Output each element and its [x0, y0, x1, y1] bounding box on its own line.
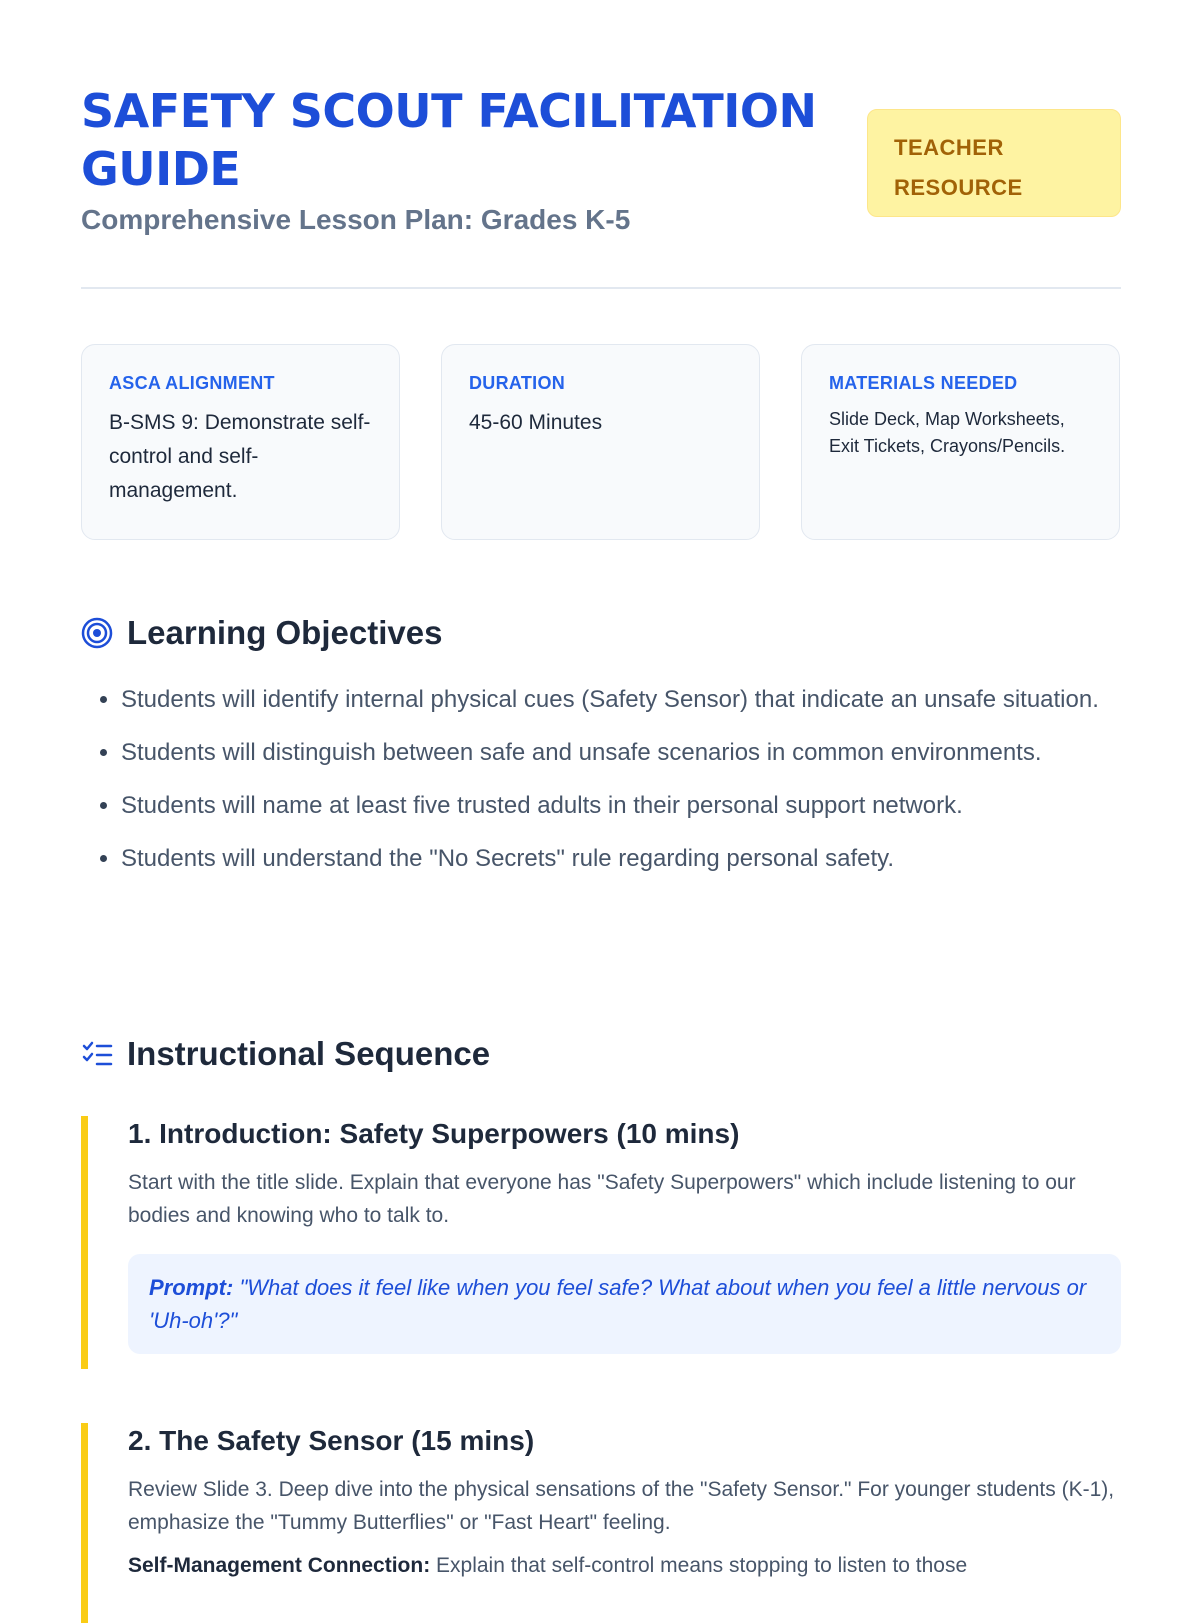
list-item: • Students will name at least five trusted adults in their personal support network. — [121, 786, 1121, 826]
card-label: MATERIALS NEEDED — [829, 373, 1018, 393]
prompt-label: Prompt: — [149, 1275, 234, 1300]
prompt-text: "What does it feel like when you feel safe? What about when you feel a little nervous or 'Uh-oh'?" — [149, 1275, 1087, 1333]
card-label: ASCA ALIGNMENT — [109, 373, 275, 393]
sequence-step-2 — [81, 1423, 1121, 1623]
card-value: Slide Deck, Map Worksheets, Exit Tickets, Crayons/Pencils. — [829, 409, 1066, 456]
list-item: • Students will identify internal physical cues (Safety Sensor) that indicate an unsafe situation. — [121, 680, 1121, 720]
objectives-heading — [81, 614, 442, 652]
prompt-box — [128, 1254, 1121, 1354]
step-text: Review Slide 3. Deep dive into the physical sensations of the "Safety Sensor." For younger students (K-1), emphasize the "Tummy Butterflies" or "Fast Heart" feeling. — [128, 1478, 1115, 1534]
list-item: • Students will understand the "No Secrets" rule regarding personal safety. — [121, 839, 1121, 879]
header-divider — [81, 287, 1121, 289]
note-text: Explain that self-control means stopping to listen to those — [436, 1554, 968, 1577]
card-value: 45-60 Minutes — [469, 411, 603, 434]
objectives-list — [81, 680, 1121, 892]
sequence-step-1 — [81, 1116, 1121, 1369]
info-card-asca — [81, 344, 400, 540]
step-title: 1. Introduction: Safety Superpowers (10 mins) — [128, 1118, 740, 1149]
step-text: Start with the title slide. Explain that everyone has "Safety Superpowers" which include listening to our bodies and knowing who to talk to. — [128, 1171, 1076, 1227]
info-card-duration — [441, 344, 760, 540]
card-label: DURATION — [469, 373, 566, 393]
checklist-icon — [81, 1038, 113, 1070]
section-title: Learning Objectives — [127, 614, 443, 651]
page-subtitle: Comprehensive Lesson Plan: Grades K-5 — [81, 204, 631, 235]
header — [81, 82, 1121, 236]
section-title: Instructional Sequence — [127, 1035, 491, 1072]
self-management-note — [128, 1549, 1121, 1582]
teacher-resource-badge: TEACHER RESOURCE — [867, 109, 1121, 217]
step-title: 2. The Safety Sensor (15 mins) — [128, 1425, 535, 1456]
info-card-materials — [801, 344, 1120, 540]
target-icon — [81, 617, 113, 649]
card-value: B-SMS 9: Demonstrate self-control and self-management. — [109, 411, 371, 502]
info-cards — [81, 344, 1121, 540]
note-label: Self-Management Connection: — [128, 1554, 431, 1577]
page-title: SAFETY SCOUT FACILITATION GUIDE — [81, 84, 817, 196]
sequence-heading — [81, 1035, 490, 1073]
list-item: • Students will distinguish between safe and unsafe scenarios in common environments. — [121, 733, 1121, 773]
